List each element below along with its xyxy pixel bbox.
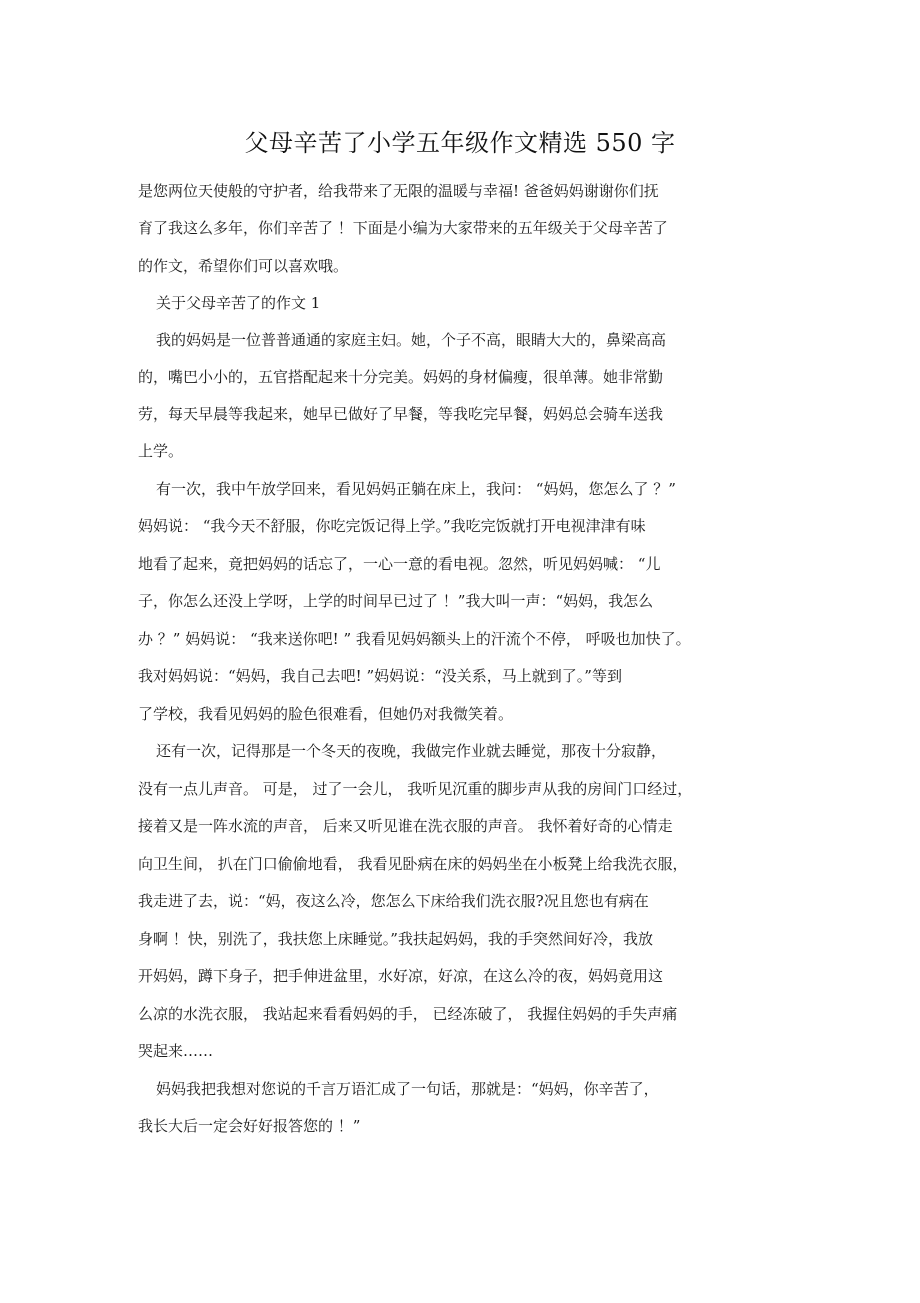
paragraph-1-line-2: 的，嘴巴小小的，五官搭配起来十分完美。妈妈的身材偏瘦，很单薄。她非常勤 [138, 368, 664, 386]
paragraph-1-line-3: 劳，每天早晨等我起来，她早已做好了早餐，等我吃完早餐，妈妈总会骑车送我 [138, 405, 664, 423]
paragraph-1-line-4: 上学。 [138, 442, 184, 460]
paragraph-2-line-7: 了学校，我看见妈妈的脸色很难看，但她仍对我微笑着。 [138, 705, 514, 723]
paragraph-2-line-6: 我对妈妈说：“妈妈，我自己去吧! ”妈妈说：“没关系，马上就到了。”等到 [138, 667, 622, 685]
intro-line-2: 育了我这么多年，你们辛苦了 ！下面是小编为大家带来的五年级关于父母辛苦了 [138, 219, 668, 237]
paragraph-4-line-1: 妈妈我把我想对您说的千言万语汇成了一句话，那就是：“妈妈，你辛苦了， [156, 1080, 659, 1098]
paragraph-3-line-4: 向卫生间， 扒在门口偷偷地看， 我看见卧病在床的妈妈坐在小板凳上给我洗衣服， [138, 855, 688, 873]
paragraph-4-line-2: 我长大后一定会好好报答您的 ！” [138, 1117, 361, 1135]
paragraph-2-line-4: 子，你怎么还没上学呀，上学的时间早已过了 ！”我大叫一声：“妈妈，我怎么 [138, 592, 654, 610]
paragraph-3-line-7: 开妈妈，蹲下身子，把手伸进盆里，水好凉，好凉，在这么冷的夜，妈妈竟用这 [138, 967, 664, 985]
paragraph-1-line-1: 我的妈妈是一位普普通通的家庭主妇。她，个子不高，眼睛大大的，鼻梁高高 [156, 331, 667, 349]
paragraph-3-line-9: 哭起来…… [138, 1042, 214, 1060]
intro-line-1: 是您两位天使般的守护者，给我带来了无限的温暖与幸福! 爸爸妈妈谢谢你们抚 [138, 182, 659, 200]
paragraph-3-line-5: 我走进了去，说：“妈，夜这么冷，您怎么下床给我们洗衣服?况且您也有病在 [138, 892, 649, 910]
intro-line-3: 的作文，希望你们可以喜欢哦。 [138, 257, 349, 275]
paragraph-2-line-5: 办 ？” 妈妈说： “我来送你吧! ” 我看见妈妈额头上的汗流个不停， 呼吸也加快了。 [138, 630, 691, 648]
paragraph-2-line-2: 妈妈说： “我今天不舒服，你吃完饭记得上学。”我吃完饭就打开电视津津有味 [138, 517, 646, 535]
paragraph-3-line-1: 还有一次，记得那是一个冬天的夜晚，我做完作业就去睡觉，那夜十分寂静， [156, 742, 667, 760]
paragraph-2-line-3: 地看了起来，竟把妈妈的话忘了，一心一意的看电视。忽然，听见妈妈喊： “儿 [138, 555, 661, 573]
section-heading: 关于父母辛苦了的作文 1 [156, 294, 321, 312]
paragraph-3-line-2: 没有一点儿声音。 可是， 过了一会儿， 我听见沉重的脚步声从我的房间门口经过， [138, 780, 693, 798]
paragraph-2-line-1: 有一次，我中午放学回来，看见妈妈正躺在床上，我问： “妈妈，您怎么了 ？” [156, 480, 676, 498]
paragraph-3-line-8: 么凉的水洗衣服， 我站起来看看妈妈的手， 已经冻破了， 我握住妈妈的手失声痛 [138, 1005, 678, 1023]
paragraph-3-line-3: 接着又是一阵水流的声音， 后来又听见谁在洗衣服的声音。 我怀着好奇的心情走 [138, 817, 673, 835]
document-title: 父母辛苦了小学五年级作文精选 550 字 [244, 129, 676, 157]
paragraph-3-line-6: 身啊 ！快，别洗了，我扶您上床睡觉。”我扶起妈妈，我的手突然间好冷，我放 [138, 930, 653, 948]
